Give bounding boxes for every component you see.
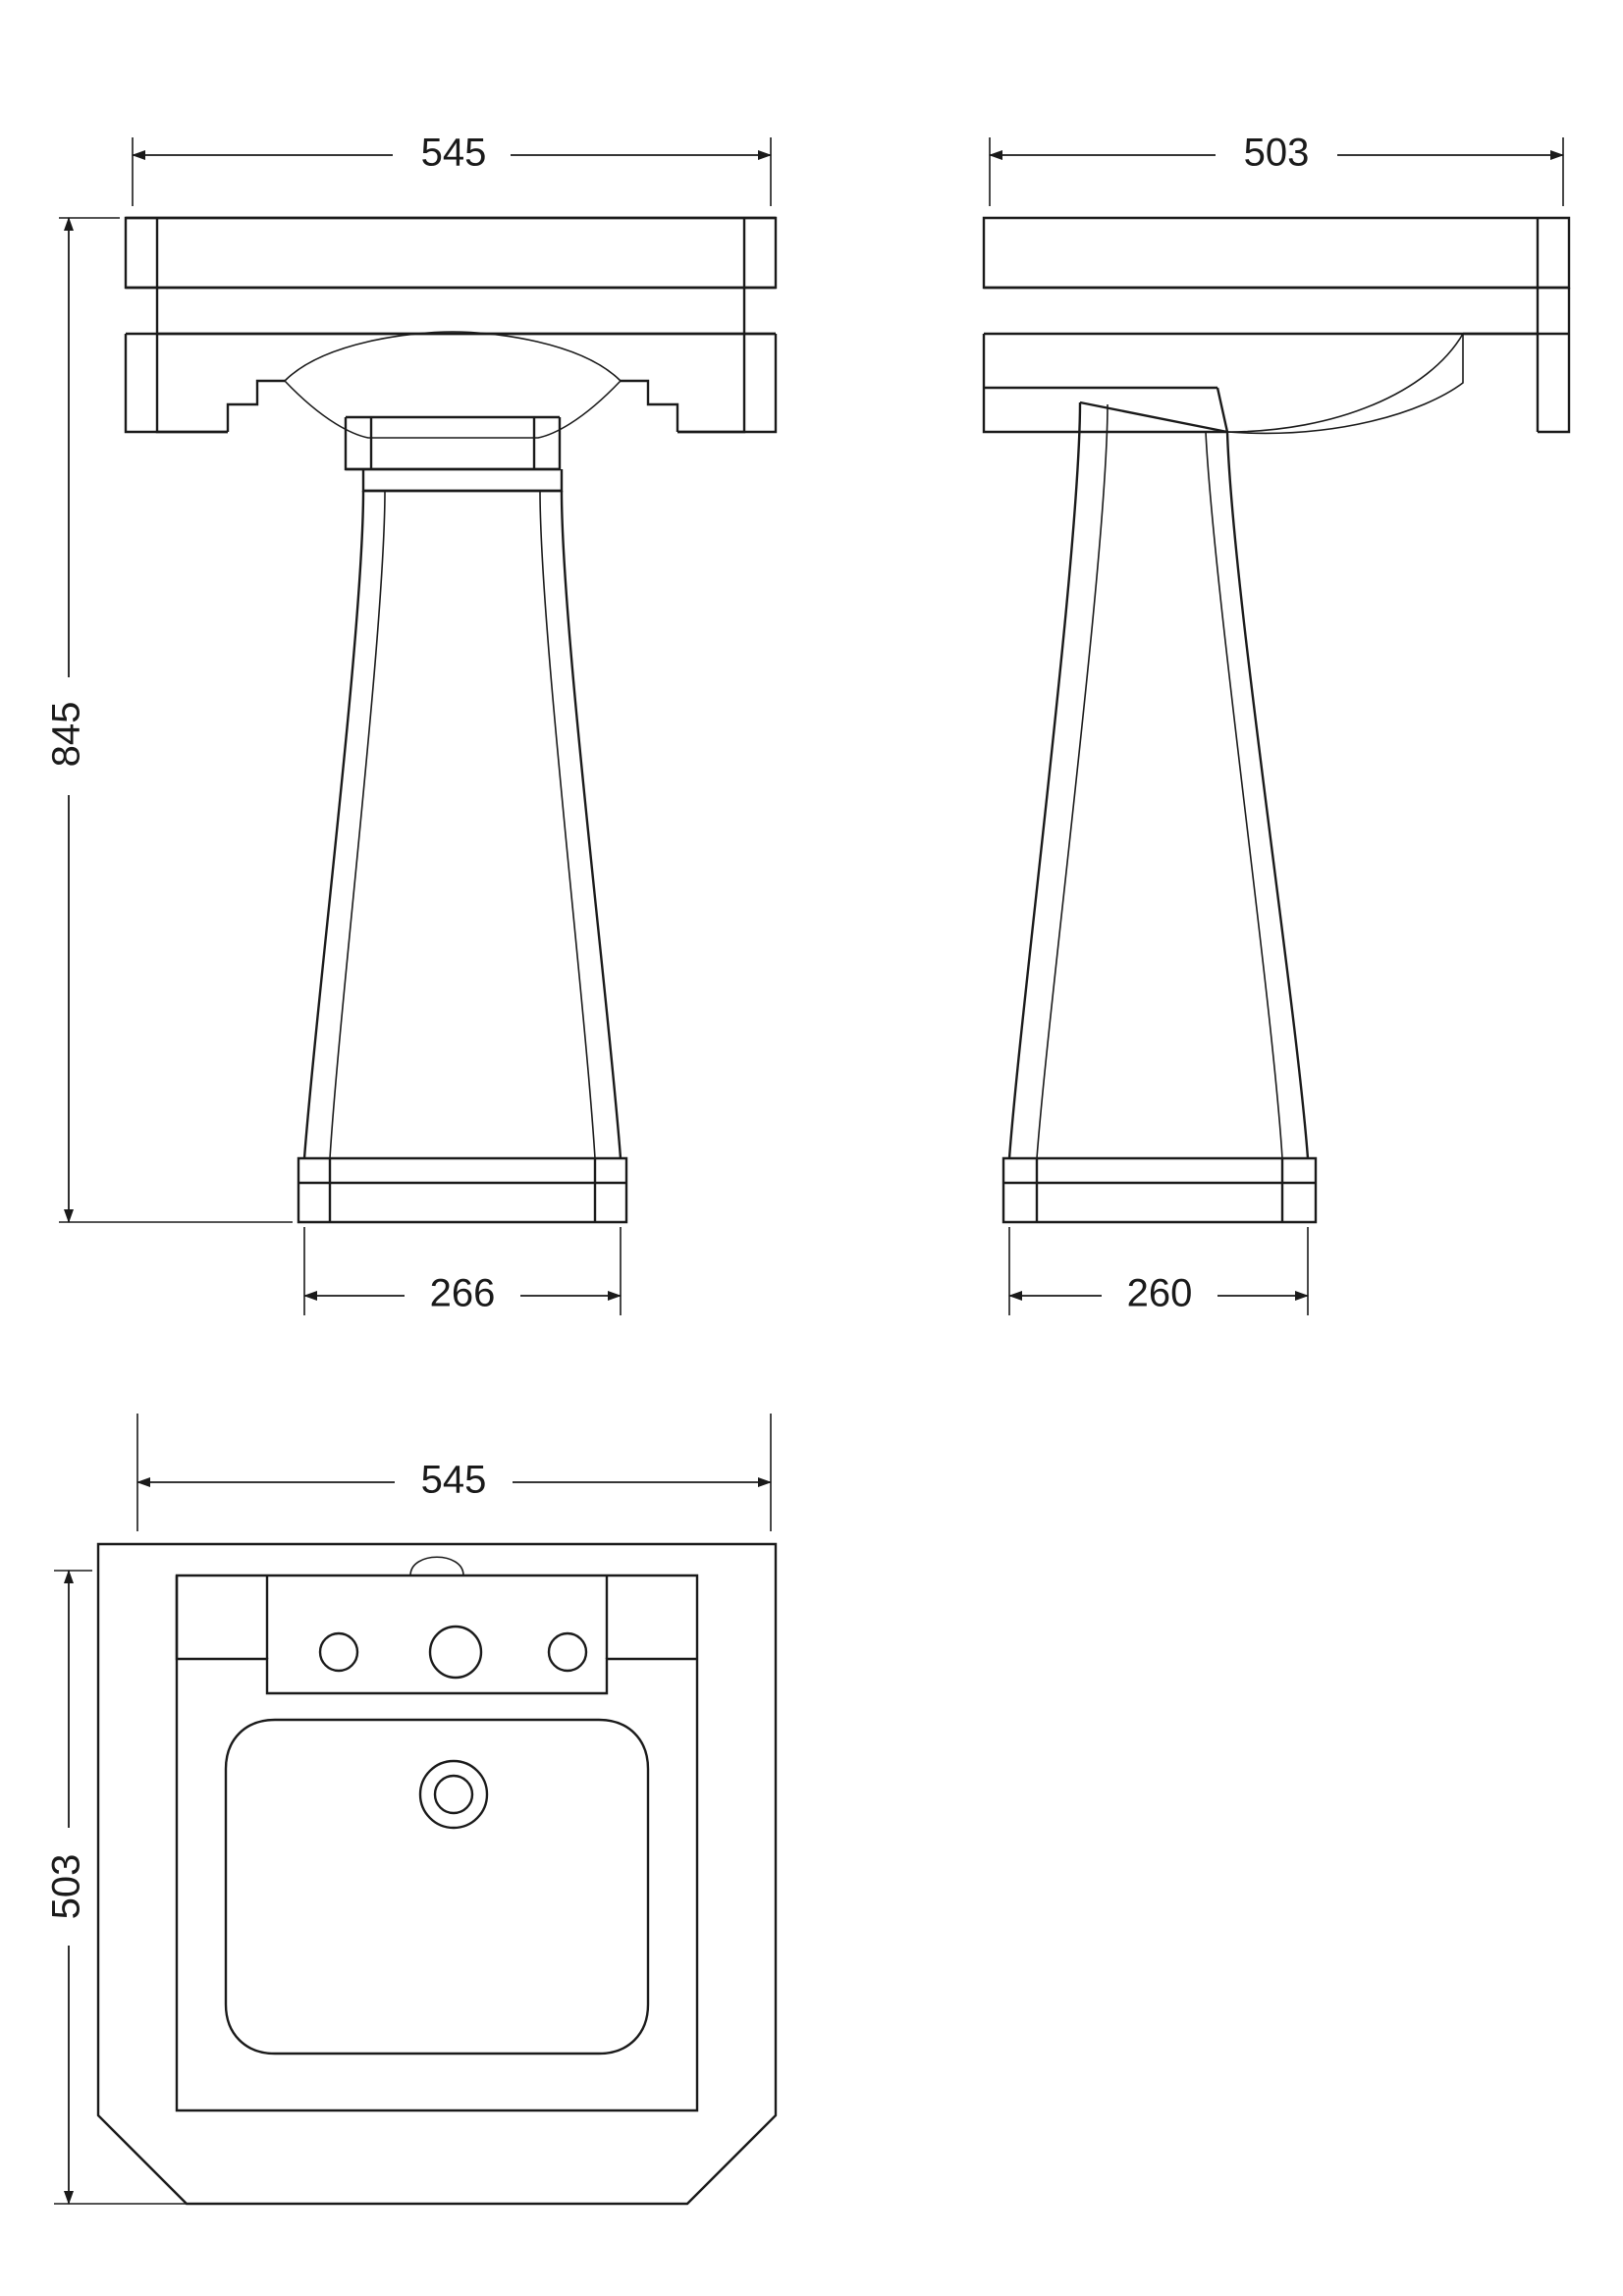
dimension-front-base-width [304,1227,621,1319]
dimension-front-base-width-label: 266 [429,1271,496,1315]
waste-outlet-inner [435,1776,472,1813]
dimension-front-width [133,132,771,206]
dimension-front-height-label: 845 [44,701,88,768]
tap-hole-left [320,1633,357,1671]
dimension-side-base-depth [1009,1227,1308,1319]
dimension-side-depth [990,132,1563,206]
dimension-side-depth-label: 503 [1243,131,1310,175]
waste-outlet-outer [420,1761,487,1828]
dimension-front-height [41,218,293,1222]
front-elevation-view [41,132,776,1319]
dimension-plan-depth [41,1571,187,2204]
dimension-front-width-label: 545 [420,131,487,175]
plan-view [41,1414,776,2204]
dimension-side-base-depth-label: 260 [1126,1271,1193,1315]
dimension-plan-depth-label: 503 [44,1853,88,1920]
tap-hole-right [549,1633,586,1671]
dimension-plan-width [137,1414,771,1531]
tap-hole-center [430,1627,481,1678]
side-elevation-view [984,132,1569,1319]
dimension-plan-width-label: 545 [420,1458,487,1502]
